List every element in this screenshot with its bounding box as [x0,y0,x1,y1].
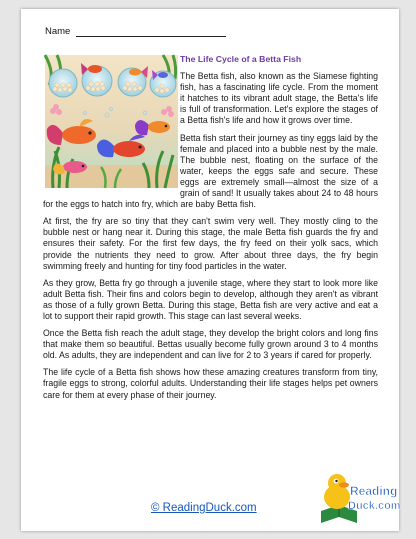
reading-duck-logo [317,467,401,527]
article-title: The Life Cycle of a Betta Fish [180,54,302,64]
name-blank-line[interactable] [76,25,226,37]
name-field-row [45,25,226,37]
worksheet-page [21,9,399,531]
readingduck-link[interactable]: © ReadingDuck.com [151,502,257,514]
paragraph-5: Once the Betta fish reach the adult stage, they develop the bright colors and long fins that make them so beautiful. Bettas usually become fully grown around 3 to 4 months old. As adults, they are independent and can live for 2 to 3 years if cared for properly. [43,328,378,361]
svg-text:Reading: Reading [350,484,398,498]
betta-fish-illustration [45,55,178,188]
svg-text:Duck.com: Duck.com [348,500,401,512]
paragraph-3: At first, the fry are so tiny that they can't swim very well. They mostly cling to the bubble nest or hang near it. During this stage, the male Betta fish guards the fry and ensures their safety. For the first few days, the fry feed on their yolk sacs, which provide the nutrients they need to grow. After about three days, the fry begin swimming freely and hunting for tiny food particles in the water. [43,216,378,271]
paragraph-6: The life cycle of a Betta fish shows how these amazing creatures transform from tiny, fragile eggs to strong, colorful adults. Understanding their life stages helps pet owners care for them at every phase of their journey. [43,367,378,400]
paragraph-4: As they grow, Betta fry go through a juvenile stage, where they start to look more like adult Betta fish. Their fins and colors begin to develop, although they aren't as vibrant as those of a fully grown Betta. During this stage, Betta fish are very active and eat a lot to support their rapid growth. This stage can last several weeks. [43,277,378,321]
paragraph-2: Betta fish start their journey as tiny eggs laid by the female and placed into a bubble nest by the male. The bubble nest, floating on the surface of the water, keeps the eggs safe and secure. These eggs are extremely small—almost the size of a grain of sand! It usually takes about 24 to 48 hours for the eggs to hatch into fry, which are baby Betta fish. [43,132,378,210]
name-label: Name [45,26,71,37]
paragraph-1: The Betta fish, also known as the Siamese fighting fish, has a fascinating life cycle. From the moment it hatches to its vibrant adult stage, the Betta's life is full of transformation. Let's explore the stages of a Betta fish's life and how it grows over time. [180,71,378,126]
